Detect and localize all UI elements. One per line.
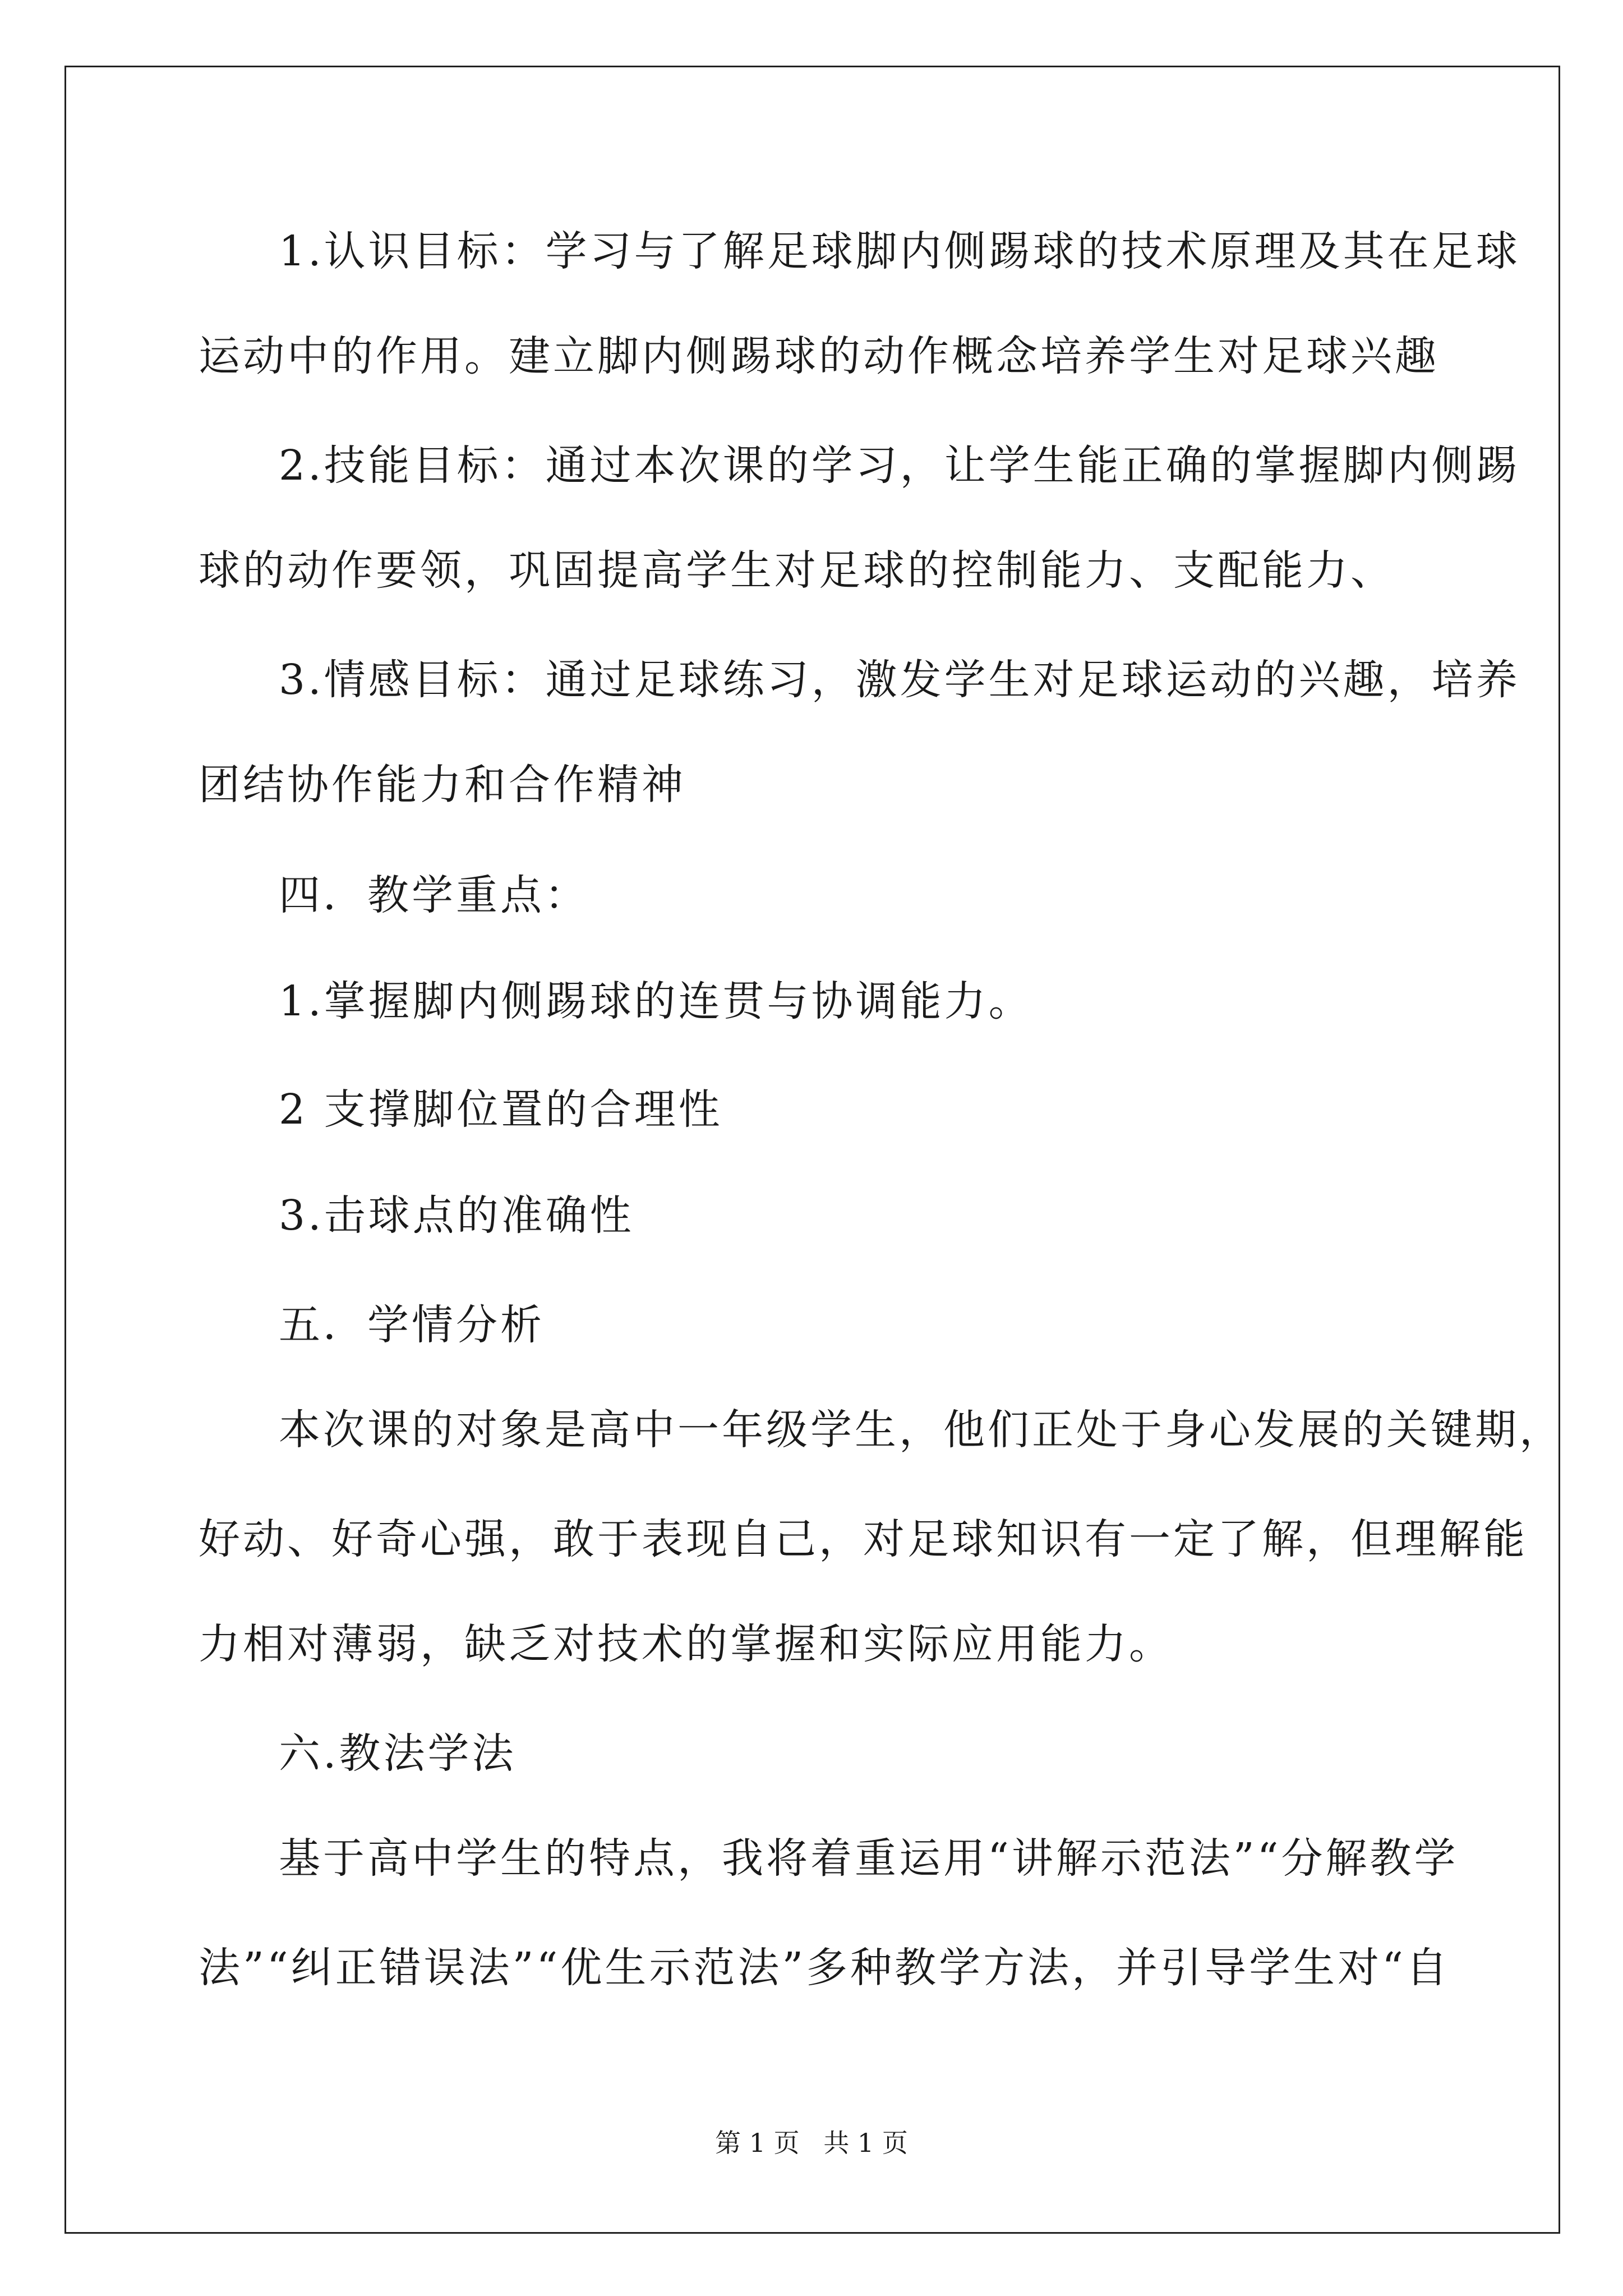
page-footer bbox=[0, 2126, 1623, 2160]
page-border bbox=[64, 66, 1560, 2234]
page-number: 第 1 页 bbox=[715, 2128, 800, 2158]
body-line-1: 1.认识目标：学习与了解足球脚内侧踢球的技术原理及其在足球 bbox=[279, 227, 1520, 275]
body-line-16: 基于高中学生的特点，我将着重运用“讲解示范法”“分解教学 bbox=[279, 1834, 1459, 1883]
section-heading-4: 四．教学重点： bbox=[279, 871, 589, 919]
body-line-10: 3.击球点的准确性 bbox=[279, 1191, 634, 1240]
body-line-4: 球的动作要领，巩固提高学生对足球的控制能力、支配能力、 bbox=[199, 546, 1395, 595]
body-line-3: 2.技能目标：通过本次课的学习，让学生能正确的掌握脚内侧踢 bbox=[279, 441, 1520, 490]
body-line-17: 法”“纠正错误法”“优生示范法”多种教学方法，并引导学生对“自 bbox=[199, 1944, 1450, 1992]
body-line-8: 1.掌握脚内侧踢球的连贯与协调能力。 bbox=[279, 977, 1033, 1025]
body-line-13: 好动、好奇心强，敢于表现自己，对足球知识有一定了解，但理解能 bbox=[199, 1515, 1528, 1563]
body-line-2: 运动中的作用。建立脚内侧踢球的动作概念培养学生对足球兴趣 bbox=[199, 332, 1439, 380]
body-line-9: 2 支撑脚位置的合理性 bbox=[279, 1085, 723, 1134]
body-line-6: 团结协作能力和合作精神 bbox=[199, 761, 686, 809]
body-line-5: 3.情感目标：通过足球练习，激发学生对足球运动的兴趣，培养 bbox=[279, 656, 1520, 704]
section-heading-5: 五．学情分析 bbox=[279, 1301, 545, 1349]
body-line-12: 本次课的对象是高中一年级学生，他们正处于身心发展的关键期， bbox=[279, 1406, 1564, 1454]
page-total: 共 1 页 bbox=[823, 2128, 908, 2158]
body-line-14: 力相对薄弱，缺乏对技术的掌握和实际应用能力。 bbox=[199, 1620, 1173, 1668]
section-heading-6: 六.教法学法 bbox=[279, 1729, 517, 1778]
